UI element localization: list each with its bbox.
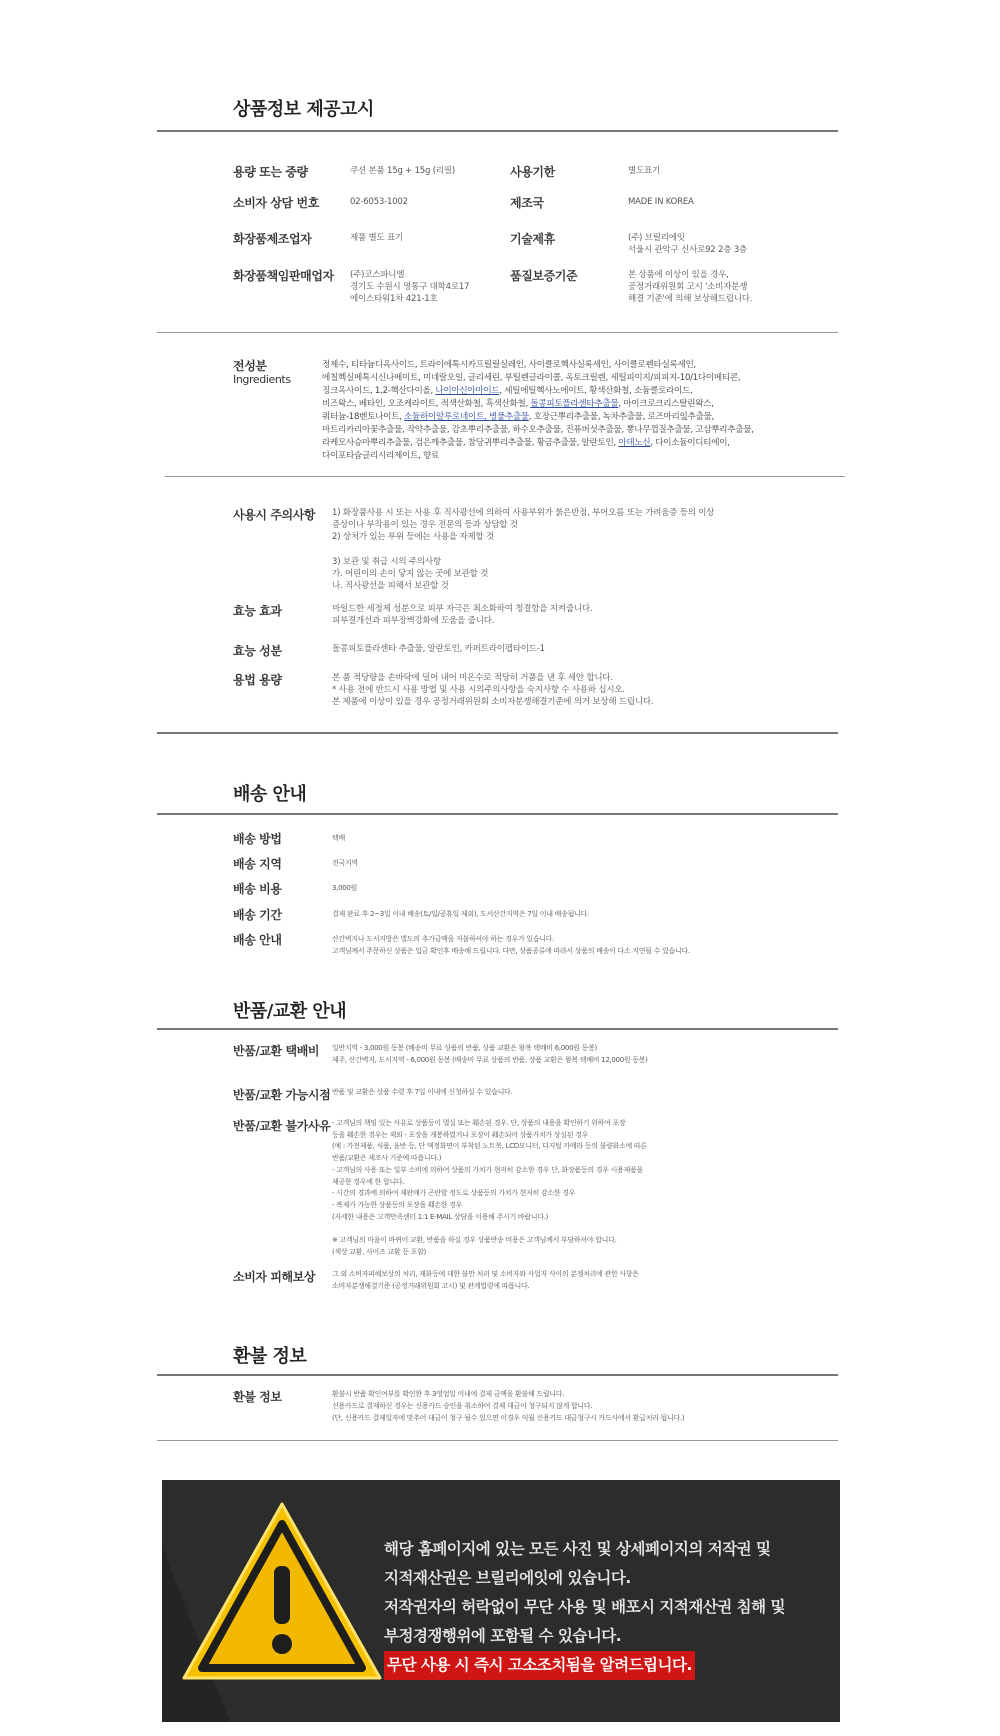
- row-label: 배송 방법: [233, 832, 282, 846]
- row-label: 사용기한: [510, 165, 555, 179]
- row-value: 2) 상처가 있는 부위 등에는 사용을 자제할 것: [332, 532, 495, 543]
- row-value: 돌콩피토플라센타 추출물, 알란토인, 카퍼트라이펩타이드-1: [332, 644, 545, 654]
- row-value: 본 품 적당량을 손바닥에 덜어 내어 미온수로 적당히 거품을 낸 후 세안 합니다.: [332, 673, 613, 683]
- row-label: 소비자 상담 번호: [233, 196, 319, 210]
- ingredients-line: 다이포타슘글리시리제이트, 향료: [322, 451, 439, 461]
- row-value: 소비자분쟁해결기준 (공정거래위원회 고시) 및 관계법령에 따릅니다.: [332, 1281, 530, 1290]
- row-value: 마일드한 세정제 성분으로 피부 자극은 최소화하여 청결함을 지켜줍니다.: [332, 604, 593, 614]
- row-value: 택배: [332, 834, 345, 842]
- row-value: MADE IN KOREA: [628, 197, 694, 207]
- warning-line: 해당 홈페이지에 있는 모든 사진 및 상세페이지의 저작권 및: [384, 1540, 771, 1558]
- row-value: 본 제품에 이상이 있을 경우 공정거래위원회 소비자분쟁해결기준에 의거 보상해 드립니다.: [332, 697, 654, 708]
- row-value: 증상이나 부작용이 있는 경우 전문의 등과 상담할 것: [332, 520, 518, 531]
- ingredients-line: 쿼터늄-18벤토나이트, 소듐하이알루로네이트, 병풀추출물, 호장근뿌리추출물, 녹차추출물, 로즈마리잎추출물,: [322, 412, 714, 422]
- row-label: 사용시 주의사항: [233, 508, 316, 522]
- row-value: - 고객님의 책임 있는 사유로 상품등이 멸실 또는 훼손된 경우. 단, 상품의 내용을 확인하기 위하여 포장: [332, 1119, 626, 1127]
- row-value: (단, 신용카드 결제일자에 맞추어 대금이 청구 될수 있으면 이경우 익월 신용카드 대금청구시 카드사에서 환급처리 됩니다.): [332, 1414, 685, 1422]
- divider: [157, 813, 838, 815]
- row-value: 공정거래위원회 고시 '소비자분쟁: [628, 282, 748, 292]
- row-value: (주) 브릴리에잇: [628, 233, 685, 243]
- ingredients-line: 에칠헥실메톡시신나메이트, 미네랄오일, 글리세린, 부틸렌글라이콜, 옥토크릴렌, 세틸피이지/피피지-10/1다이메티콘,: [322, 373, 741, 383]
- row-label: 용법 용량: [233, 673, 282, 687]
- row-label: 배송 비용: [233, 882, 282, 896]
- warning-text: [384, 1535, 785, 1680]
- row-value: 환불시 반품 확인여부를 확인한 후 3영업일 이내에 결제 금액을 환불해 드립니다.: [332, 1390, 565, 1398]
- row-value: 1) 화장품사용 시 또는 사용 후 직사광선에 의하여 사용부위가 붉은반점, 부어오름 또는 가려움증 등의 이상: [332, 508, 715, 518]
- refund-title: 환불 정보: [233, 1346, 307, 1367]
- ingredients-line: 라케모사승마뿌리추출물, 검은깨추출물, 참당귀뿌리추출물, 황금추출물, 알란토인, 아데노신, 다이소듐이디티에이,: [322, 438, 730, 448]
- ingredients-line: 정제수, 티타늄디옥사이드, 트라이에톡시카프릴릴실레인, 사이클로헥사실록세인, 사이클로펜타실록세인,: [322, 360, 696, 370]
- ingredients-label-en: Ingredients: [233, 373, 291, 386]
- row-value: 3,000원: [332, 884, 358, 892]
- row-label: 소비자 피해보상: [233, 1270, 316, 1284]
- ingredients-line: 비즈왁스, 베타인, 오조케라이트, 적색산화철, 흑색산화철, 돌콩피토플라센타추출물, 마이크로크리스탈린왁스,: [322, 399, 714, 409]
- row-value: 고객님께서 주문하신 상품은 입금 확인후 배송해 드립니다. 다만, 상품종류에 따라서 상품의 배송이 다소 지연될 수 있습니다.: [332, 947, 690, 955]
- row-value: 전국지역: [332, 859, 358, 867]
- warning-line: 지적재산권은 브릴리에잇에 있습니다.: [384, 1569, 631, 1587]
- product-info-title: 상품정보 제공고시: [233, 99, 374, 120]
- row-value: 피부결개선과 피부장벽강화에 도움을 줍니다.: [332, 616, 495, 627]
- row-value: 본 상품에 이상이 있을 경우,: [628, 270, 729, 280]
- row-label: 효능 성분: [233, 644, 282, 658]
- row-label: 기술제휴: [510, 232, 555, 246]
- ingredients-list: [322, 359, 778, 463]
- row-value: 서울시 관악구 신사로92 2층 3층: [628, 245, 747, 255]
- shipping-title: 배송 안내: [233, 784, 307, 805]
- row-label: 반품/교환 가능시점: [233, 1088, 331, 1102]
- row-value: (색상 교환, 사이즈 교환 등 포함): [332, 1247, 426, 1256]
- row-value: - 고객님의 사용 또는 일부 소비에 의하여 상품의 가치가 현저히 감소한 경우 단, 화장품등의 경우 시용제품을: [332, 1165, 643, 1174]
- row-value: 가. 어린이의 손이 닿지 않는 곳에 보관할 것: [332, 569, 489, 579]
- row-label: 배송 기간: [233, 908, 282, 922]
- row-value: 그 외 소비자피해보상의 처리, 재화등에 대한 불만 처리 및 소비자와 사업자 사이의 분쟁처리에 관한 사항은: [332, 1270, 639, 1278]
- row-label: 제조국: [510, 196, 544, 210]
- row-label: 용량 또는 중량: [233, 165, 308, 179]
- row-value: 제공한 경우에 한 합니다.: [332, 1177, 405, 1186]
- divider: [157, 1374, 838, 1376]
- row-value: ※ 고객님의 마음이 바뀌어 교환, 반품을 하실 경우 상품반송 비용은 고객님께서 부담하셔야 합니다.: [332, 1236, 617, 1244]
- divider: [157, 1440, 838, 1441]
- row-value: 별도표기: [628, 166, 661, 176]
- returns-title: 반품/교환 안내: [233, 1001, 347, 1022]
- row-value: 02-6053-1002: [350, 197, 408, 207]
- row-label: 효능 효과: [233, 604, 282, 618]
- divider: [157, 1028, 838, 1030]
- row-value: (자세한 내용은 고객만족센터 1:1 E-MAIL 상담을 이용해 주시기 바랍니다.): [332, 1212, 549, 1221]
- row-label: 배송 안내: [233, 933, 282, 947]
- row-value: * 사용 전에 반드시 사용 방법 및 사용 시의주의사항을 숙지사항 수 사용하 십시오.: [332, 685, 625, 696]
- warning-red-line: 무단 사용 시 즉시 고소조치됨을 알려드립니다.: [384, 1651, 695, 1680]
- row-value: (예 : 가전제품, 식품, 음반 등, 단 액정화면이 부착된 노트북, LCD모니터, 디지털 카메라 등의 불량화소에 따른: [332, 1142, 647, 1151]
- row-value: - 복제가 가능한 상품등의 포장을 훼손한 경우: [332, 1200, 463, 1209]
- row-value: 해결 기준'에 의해 보상해드립니다.: [628, 294, 753, 304]
- row-value: 산간벽지나 도서지방은 별도의 추가금액을 지불하셔야 하는 경우가 있습니다.: [332, 935, 555, 943]
- row-value: 나. 직사광선을 피해서 보관할 것: [332, 581, 449, 592]
- divider: [165, 476, 845, 477]
- row-label: 환불 정보: [233, 1390, 282, 1404]
- row-value: 제품 별도 표기: [350, 233, 404, 243]
- row-value: 반품 및 교환은 상품 수령 후 7일 이내에 신청하실 수 있습니다.: [332, 1088, 513, 1096]
- row-value: 일반지역 - 3,000원 동봉 (배송비 무료 상품의 반품, 상품 교환은 왕복 택배비 6,000원 동봉): [332, 1044, 597, 1052]
- row-label: 반품/교환 택배비: [233, 1044, 320, 1058]
- row-value: 에이스타워1차 421-1호: [350, 294, 438, 304]
- ingredients-line: 마트리카리아꽃추출물, 작약추출물, 감초뿌리추출물, 하수오추출물, 진퓨버섯추출물, 뽕나무껍질추출물, 고삼뿌리추출물,: [322, 425, 754, 435]
- ingredients-label: 전성분: [233, 359, 267, 373]
- row-value: 제주, 산간벽지, 도서지역 - 6,000원 동봉 (배송비 무료 상품의 반품, 상품 교환은 왕복 택배비 12,000원 동봉): [332, 1055, 648, 1064]
- warning-line: 부정경쟁행위에 포함될 수 있습니다.: [384, 1627, 622, 1645]
- row-value: 쿠션 본품 15g + 15g (리필): [350, 166, 455, 176]
- row-value: - 시간의 경과에 의하여 재판매가 곤란할 정도로 상품등의 가치가 현저히 감소한 경우: [332, 1189, 576, 1198]
- divider: [157, 332, 838, 333]
- row-label: 반품/교환 불가사유: [233, 1119, 331, 1133]
- row-value: 반품/교환은 제조사 기준에 따릅니다.): [332, 1154, 442, 1163]
- row-value: 결제 완료 후 2~3일 이내 배송(토/일/공휴일 제외), 도서산간지역은 7일 이내 배송됩니다.: [332, 910, 589, 918]
- row-label: 화장품책임판매업자: [233, 269, 334, 283]
- ingredients-line: 징크옥사이드, 1,2-헥산다이올, 나이아신아마이드, 세틸에틸헥사노에이트, 황색산화철, 소듐클로라이드,: [322, 386, 693, 396]
- row-value: 경기도 수원시 영통구 대학4로17: [350, 282, 470, 292]
- divider: [157, 130, 838, 132]
- row-label: 배송 지역: [233, 857, 282, 871]
- row-value: 등을 훼손한 경우는 제외 - 포장을 개봉하였거나 포장이 훼손되어 상품가치가 상실된 경우: [332, 1130, 589, 1139]
- row-value: 3) 보관 및 취급 시의 주의사항: [332, 556, 441, 567]
- row-label: 화장품제조업자: [233, 232, 312, 246]
- row-label: 품질보증기준: [510, 269, 578, 283]
- row-value: (주)코스파니엘: [350, 270, 405, 280]
- row-value: 신용카드로 결제하신 경우는 신용카드 승인을 취소하여 결제 대금이 청구되지 않게 합니다.: [332, 1402, 593, 1410]
- divider: [157, 732, 838, 734]
- warning-line: 저작권자의 허락없이 무단 사용 및 배포시 지적재산권 침해 및: [384, 1598, 785, 1616]
